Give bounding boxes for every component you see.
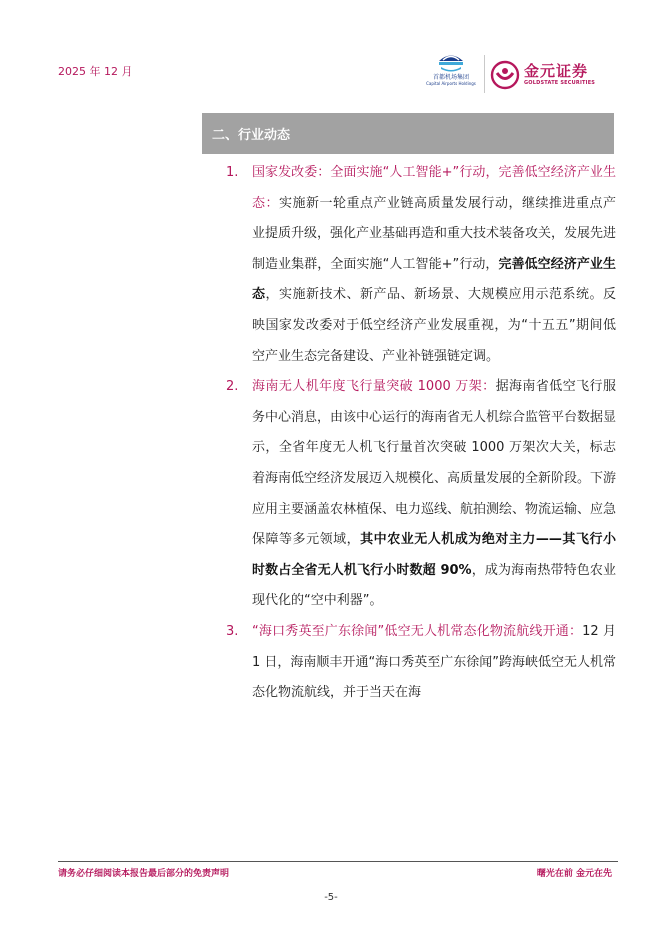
goldstate-logo <box>490 55 595 95</box>
item-body: 据海南省低空飞行服务中心消息，由该中心运行的海南省无人机综合监管平台数据显示，全省年度无人机飞行量首次突破 1000 万架次大关，标志着海南低空经济发展迈入规模化、高质量发展的全新阶段。下游应用主要涵盖农林植保、电力巡线、航拍测绘、物流运输、应急保障等多元领域， <box>252 379 617 548</box>
news-item-3 <box>226 617 616 709</box>
footer-disclaimer: 请务必仔细阅读本报告最后部分的免责声明 <box>58 869 230 879</box>
item-number: 3. <box>226 623 239 639</box>
goldstate-emblem-icon <box>490 60 520 90</box>
item-body-bold: 其中农业无人机成为绝对主力——其飞行小时数占全省无人机飞行小时数超 90% <box>252 532 616 578</box>
logo-divider <box>484 55 485 93</box>
goldstate-name-cn: 金元证券 <box>524 62 589 80</box>
goldstate-name-en: GOLDSTATE SECURITIES <box>524 80 596 86</box>
item-body-bold: 完善低空经济产业生态 <box>252 256 616 303</box>
news-item-1 <box>226 158 616 372</box>
item-headline: 海南无人机年度飞行量突破 1000 万架： <box>252 379 496 395</box>
item-body-end: ，实施新技术、新产品、新场景、大规模应用示范系统。反映国家发改委对于低空经济产业发展重视，为“十五五”期间低空产业生态完备建设、产业补链强链定调。 <box>252 287 616 364</box>
item-number: 2. <box>226 379 239 395</box>
item-body: 12 月 1 日，海南顺丰开通“海口秀英至广东徐闻”跨海峡低空无人机常态化物流航线，并于当天在海 <box>252 623 616 701</box>
capital-airports-name-en: Capital Airports Holdings <box>426 81 476 86</box>
capital-airports-logo <box>420 50 482 98</box>
footer-divider <box>58 861 618 862</box>
news-list <box>226 158 616 709</box>
footer-slogan: 曙光在前 金元在先 <box>536 869 612 879</box>
item-number: 1. <box>226 165 239 180</box>
section-title: 二、行业动态 <box>212 128 291 143</box>
section-header <box>202 113 614 154</box>
item-body-end: ，成为海南热带特色农业现代化的“空中利器”。 <box>252 562 616 609</box>
report-date: 2025 年 12 月 <box>58 65 133 78</box>
item-headline: “海口秀英至广东徐闻”低空无人机常态化物流航线开通： <box>252 623 583 639</box>
news-item-2 <box>226 372 616 617</box>
capital-airports-emblem-icon <box>437 50 465 74</box>
capital-airports-name-cn: 首都机场集团 <box>432 74 469 81</box>
item-body: 实施新一轮重点产业链高质量发展行动，继续推进重点产业提质升级，强化产业基础再造和重大技术装备攻关，发展先进制造业集群，全面实施“人工智能+”行动， <box>252 195 617 272</box>
page-number: -5- <box>324 892 338 903</box>
item-headline: 国家发改委：全面实施“人工智能+”行动，完善低空经济产业生态： <box>252 165 616 211</box>
